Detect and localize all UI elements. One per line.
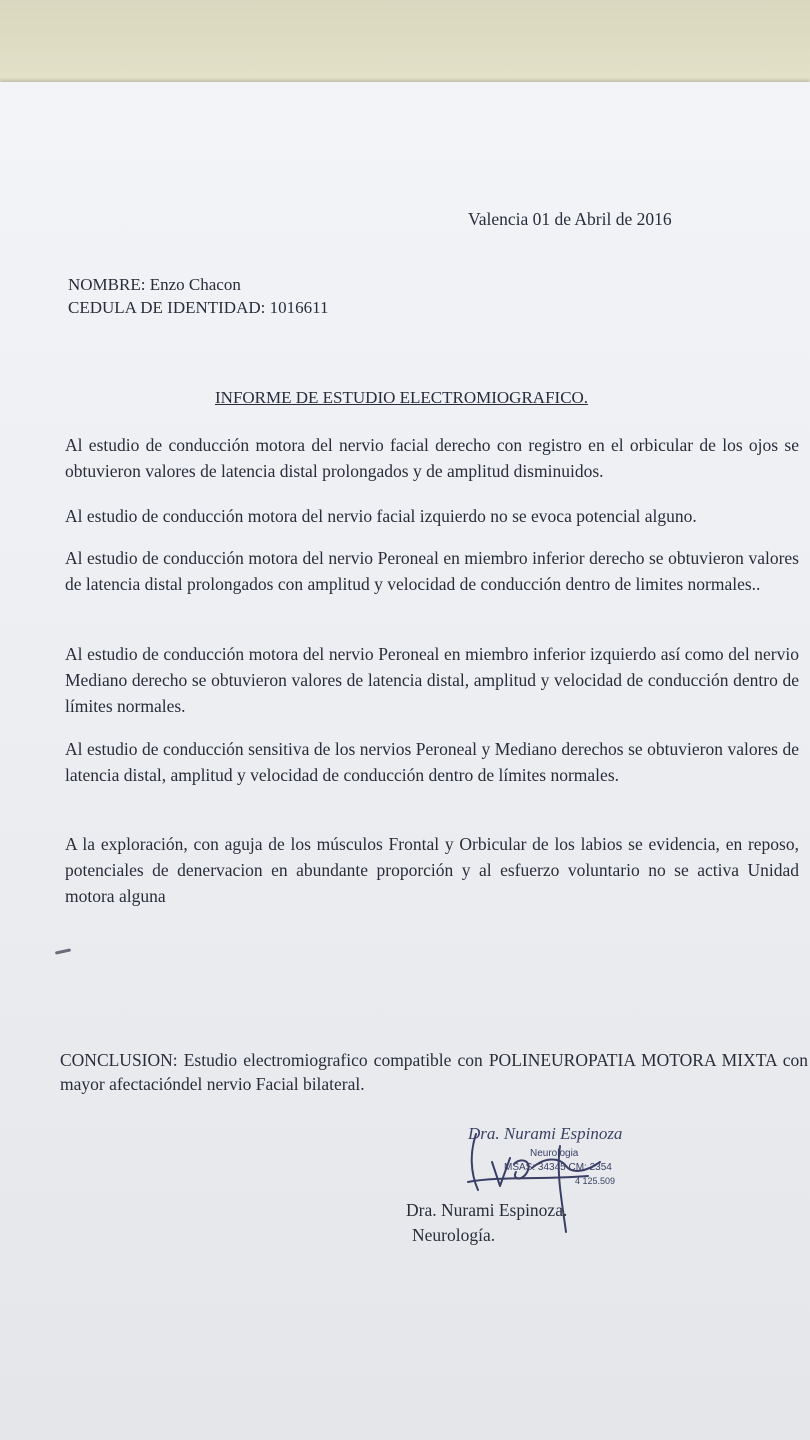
pen-mark <box>55 948 71 954</box>
background-surface <box>0 0 810 84</box>
signature-specialty: Neurología. <box>412 1225 496 1245</box>
paragraph-facial-left: Al estudio de conducción motora del nervio facial izquierdo no se evoca potencial alguno. <box>65 506 697 526</box>
paragraph-needle-exam: A la exploración, con aguja de los músculos Frontal y Orbicular de los labios se evidencia, en reposo, potenciales de denervacion en abundante proporción y al esfuerzo voluntario no se activa Unidad motora alguna <box>65 834 799 906</box>
stamp-phone: 4 125.509 <box>575 1176 616 1186</box>
conclusion: CONCLUSION: Estudio electromiografico compatible con POLINEUROPATIA MOTORA MIXTA con mayor afectacióndel nervio Facial bilateral. <box>60 1050 808 1094</box>
paragraph-sensory: Al estudio de conducción sensitiva de los nervios Peroneal y Mediano derechos se obtuvieron valores de latencia distal, amplitud y velocidad de conducción dentro de límites normales. <box>65 739 799 785</box>
paragraph-facial-right: Al estudio de conducción motora del nervio facial derecho con registro en el orbicular de los ojos se obtuvieron valores de latencia distal prolongados y de amplitud disminuidos. <box>65 435 799 481</box>
signature-name: Dra. Nurami Espinoza. <box>406 1200 568 1220</box>
stamp-specialty: Neurologia <box>530 1148 579 1159</box>
document-title: INFORME DE ESTUDIO ELECTROMIOGRAFICO. <box>215 388 589 407</box>
stamp-name: Dra. Nurami Espinoza <box>468 1124 623 1143</box>
patient-id: CEDULA DE IDENTIDAD: 1016611 <box>68 298 329 317</box>
document-page <box>0 82 810 1440</box>
paragraph-peroneal-left-median: Al estudio de conducción motora del nervio Peroneal en miembro inferior izquierdo así como del nervio Mediano derecho se obtuvieron valores de latencia distal, amplitud y velocidad de conducción dentro de límites normales. <box>65 644 799 716</box>
document-date: Valencia 01 de Abril de 2016 <box>468 209 672 229</box>
stamp-registration: MSAS: 34345 CM: 2354 <box>504 1162 612 1173</box>
patient-name: NOMBRE: Enzo Chacon <box>68 275 241 294</box>
paragraph-peroneal-right: Al estudio de conducción motora del nervio Peroneal en miembro inferior derecho se obtuvieron valores de latencia distal prolongados con amplitud y velocidad de conducción dentro de limites normales.. <box>65 548 799 594</box>
